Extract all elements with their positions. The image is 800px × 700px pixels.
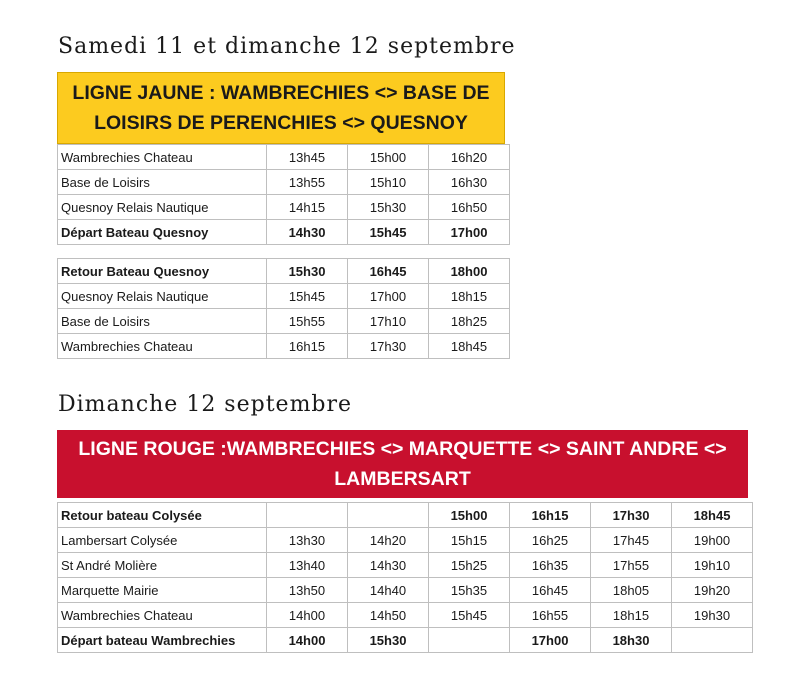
time-cell [429,628,510,653]
time-cell: 16h15 [510,503,591,528]
time-cell: 14h50 [348,603,429,628]
time-cell: 14h30 [267,220,348,245]
time-cell: 15h55 [267,309,348,334]
time-cell: 17h00 [429,220,510,245]
stop-name-cell: Wambrechies Chateau [58,603,267,628]
time-cell: 19h00 [672,528,753,553]
table-row [58,553,753,578]
table-row [58,284,510,309]
time-cell: 18h00 [429,259,510,284]
time-cell: 15h45 [267,284,348,309]
time-cell: 17h55 [591,553,672,578]
time-cell: 16h20 [429,145,510,170]
stop-name-cell: Base de Loisirs [58,170,267,195]
table-row [58,195,510,220]
time-cell: 15h00 [348,145,429,170]
stop-name-cell: Wambrechies Chateau [58,145,267,170]
stop-name-cell: Départ Bateau Quesnoy [58,220,267,245]
time-cell: 15h00 [429,503,510,528]
time-cell: 14h30 [348,553,429,578]
time-cell: 16h50 [429,195,510,220]
time-cell: 18h05 [591,578,672,603]
ligne-rouge-table [57,502,753,653]
table-row [58,528,753,553]
ligne-jaune-aller-table [57,144,510,245]
table-row [58,170,510,195]
time-cell: 14h40 [348,578,429,603]
time-cell: 15h35 [429,578,510,603]
time-cell: 13h40 [267,553,348,578]
time-cell: 14h15 [267,195,348,220]
time-cell: 15h30 [348,195,429,220]
time-cell: 16h45 [510,578,591,603]
stop-name-cell: Marquette Mairie [58,578,267,603]
time-cell: 16h55 [510,603,591,628]
table-row [58,628,753,653]
time-cell: 18h15 [429,284,510,309]
time-cell: 15h30 [348,628,429,653]
stop-name-cell: Départ bateau Wambrechies [58,628,267,653]
time-cell: 17h45 [591,528,672,553]
time-cell: 18h25 [429,309,510,334]
stop-name-cell: Retour Bateau Quesnoy [58,259,267,284]
table-row [58,220,510,245]
time-cell: 19h30 [672,603,753,628]
time-cell: 16h15 [267,334,348,359]
ligne-jaune-retour-table [57,258,510,359]
section-heading-dimanche: Dimanche 12 septembre [58,392,353,417]
ligne-jaune-banner: LIGNE JAUNE : WAMBRECHIES <> BASE DE LOISIRS DE PERENCHIES <> QUESNOY [57,72,505,144]
time-cell: 13h30 [267,528,348,553]
time-cell: 16h30 [429,170,510,195]
time-cell: 17h30 [591,503,672,528]
time-cell: 13h50 [267,578,348,603]
time-cell [672,628,753,653]
time-cell: 15h25 [429,553,510,578]
time-cell: 14h20 [348,528,429,553]
time-cell: 13h45 [267,145,348,170]
stop-name-cell: Quesnoy Relais Nautique [58,195,267,220]
table-row [58,145,510,170]
stop-name-cell: Wambrechies Chateau [58,334,267,359]
time-cell: 13h55 [267,170,348,195]
time-cell: 17h10 [348,309,429,334]
time-cell: 19h10 [672,553,753,578]
table-row [58,578,753,603]
stop-name-cell: Quesnoy Relais Nautique [58,284,267,309]
time-cell: 15h45 [348,220,429,245]
time-cell: 14h00 [267,603,348,628]
time-cell [348,503,429,528]
time-cell: 19h20 [672,578,753,603]
time-cell: 17h00 [348,284,429,309]
time-cell: 15h30 [267,259,348,284]
stop-name-cell: Retour bateau Colysée [58,503,267,528]
section-heading-samedi: Samedi 11 et dimanche 12 septembre [58,34,516,59]
table-row [58,334,510,359]
time-cell: 17h00 [510,628,591,653]
time-cell: 16h25 [510,528,591,553]
time-cell: 16h45 [348,259,429,284]
time-cell: 17h30 [348,334,429,359]
time-cell: 15h15 [429,528,510,553]
stop-name-cell: Base de Loisirs [58,309,267,334]
time-cell: 16h35 [510,553,591,578]
time-cell: 15h10 [348,170,429,195]
time-cell: 18h45 [429,334,510,359]
ligne-rouge-banner: LIGNE ROUGE :WAMBRECHIES <> MARQUETTE <> SAINT ANDRE <> LAMBERSART [57,430,748,498]
time-cell: 18h15 [591,603,672,628]
table-row [58,309,510,334]
table-row [58,503,753,528]
time-cell: 14h00 [267,628,348,653]
table-row [58,603,753,628]
time-cell: 18h45 [672,503,753,528]
time-cell [267,503,348,528]
stop-name-cell: Lambersart Colysée [58,528,267,553]
stop-name-cell: St André Molière [58,553,267,578]
time-cell: 18h30 [591,628,672,653]
table-row [58,259,510,284]
time-cell: 15h45 [429,603,510,628]
